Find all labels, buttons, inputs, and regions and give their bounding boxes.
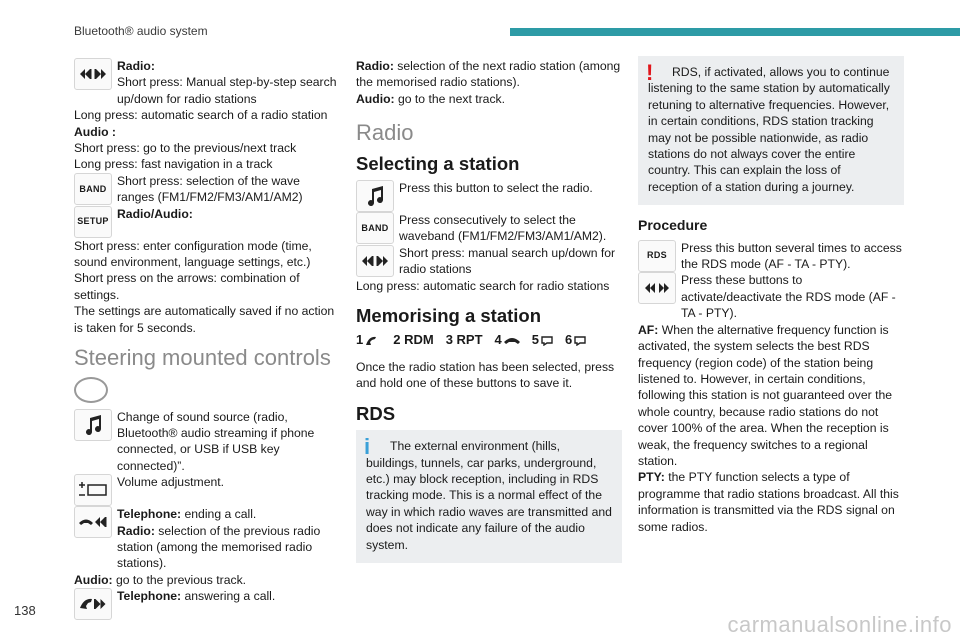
next-audio-text: go to the next track. xyxy=(394,91,506,106)
rds-arrows-text: Press these buttons to activate/deactivate the RDS mode (AF - TA - PTY). xyxy=(681,273,896,321)
skip-arrows-icon xyxy=(74,58,112,90)
search-long-text: Long press: automatic search for radio stations xyxy=(356,278,610,293)
prev-radio-text: selection of the previous radio station (among the memorised radio stations). xyxy=(117,523,321,571)
column-2 xyxy=(356,58,622,563)
skip-arrows-icon xyxy=(356,245,394,277)
info-icon: i xyxy=(364,434,371,460)
prev-audio-label: Audio: xyxy=(74,572,113,587)
column-3 xyxy=(638,52,904,535)
radio-heading: Radio xyxy=(356,120,414,146)
source-text: Change of sound source (radio, Bluetooth® audio streaming if phone connected, or USB if USB key connected)”. xyxy=(117,409,315,473)
prev-audio-text: go to the previous track. xyxy=(112,572,247,587)
rds-press-text: Press this button several times to access the RDS mode (AF - TA - PTY). xyxy=(681,240,902,272)
af-label: AF: xyxy=(638,322,659,337)
page-number: 138 xyxy=(14,603,36,618)
pty-text: the PTY function selects a type of programme that radio stations broadcast. All this information is transmitted via the RDS signal on some radios. xyxy=(638,470,899,534)
audio-long-press: Long press: fast navigation in a track xyxy=(74,157,273,172)
setup-text: Short press: enter configuration mode (time, sound environment, language settings, etc.) xyxy=(74,238,312,270)
preset-buttons xyxy=(356,332,622,348)
watermark: carmanualsonline.info xyxy=(727,612,952,637)
preset-6-icon: 6 xyxy=(565,332,586,348)
audio-short-press: Short press: go to the previous/next track xyxy=(74,141,297,156)
preset-1-icon: 1 xyxy=(356,332,381,348)
preset-5-icon: 5 xyxy=(532,332,553,348)
press-band-text: Press consecutively to select the waveband (FM1/FM2/FM3/AM1/AM2). xyxy=(399,213,607,244)
prev-radio-label: Radio: xyxy=(117,523,155,538)
radio-short-press: Short press: Manual step-by-step search up/down for radio stations xyxy=(117,75,337,106)
volume-text: Volume adjustment. xyxy=(117,475,225,490)
setup-icon: SETUP xyxy=(74,206,112,238)
tel-end-label: Telephone: xyxy=(117,507,182,522)
preset-4-icon: 4 xyxy=(495,332,520,348)
rds-heading: RDS xyxy=(356,402,396,424)
steering-wheel-icon xyxy=(74,377,108,403)
arrows-text: Short press on the arrows: combination of settings. xyxy=(74,271,300,302)
audio-label: Audio : xyxy=(74,124,116,139)
tel-end-text: ending a call. xyxy=(181,507,257,522)
header-accent-bar xyxy=(510,28,960,36)
tel-ans-text: answering a call. xyxy=(181,589,276,604)
warning-note-text: RDS, if activated, allows you to continue listening to the same station by automatically retuning to alternative frequencies. However, in certain conditions, RDS station tracking may not be possible nationwide, as radio stations do not always cover the entire country. This can explain the loss of reception of a station during a journey. xyxy=(648,65,890,194)
af-text: When the alternative frequency function is activated, the system selects the best RDS frequency (region code) of the station being listened to. However, in certain conditions, following this station is not guaranteed over the whole country, because radio stations do not cover 100% of the area. When the reception is weak, the frequency switches to a regional station. xyxy=(638,322,893,468)
warning-note xyxy=(638,56,904,205)
answer-next-icon xyxy=(74,588,112,620)
music-note-icon xyxy=(74,409,112,441)
info-note-text: The external environment (hills, buildings, tunnels, car parks, underground, etc.) may block reception, including in RDS tracking mode. This is a normal effect of the way in which radio waves are transmitted and does not indicate any failure of the audio system. xyxy=(366,439,612,552)
press-radio-text: Press this button to select the radio. xyxy=(399,181,593,196)
running-header: Bluetooth® audio system xyxy=(74,24,208,38)
procedure-heading: Procedure xyxy=(638,217,708,234)
volume-icon xyxy=(74,474,112,506)
band-text: Short press: selection of the wave ranges (FM1/FM2/FM3/AM1/AM2) xyxy=(117,173,303,205)
next-radio-label: Radio: xyxy=(356,59,394,73)
band-icon: BAND xyxy=(356,212,394,244)
rds-icon: RDS xyxy=(638,240,676,272)
radio-label: Radio: xyxy=(117,59,155,73)
selecting-heading: Selecting a station xyxy=(356,152,520,174)
setup-label: Radio/Audio: xyxy=(117,206,193,221)
hangup-prev-icon xyxy=(74,506,112,538)
memorising-heading: Memorising a station xyxy=(356,305,542,327)
search-short-text: Short press: manual search up/down for radio stations xyxy=(399,245,616,277)
saved-text: The settings are automatically saved if no action is taken for 5 seconds. xyxy=(74,304,335,335)
preset-3-icon: 3 RPT xyxy=(445,332,483,348)
steering-heading: Steering mounted controls xyxy=(74,345,331,371)
next-audio-label: Audio: xyxy=(356,91,395,106)
tel-ans-label: Telephone: xyxy=(117,589,182,604)
info-note xyxy=(356,430,622,563)
memorise-text: Once the radio station has been selected, press and hold one of these buttons to save it. xyxy=(356,359,615,391)
band-icon: BAND xyxy=(74,173,112,205)
pty-label: PTY: xyxy=(638,470,665,485)
radio-long-press: Long press: automatic search of a radio station xyxy=(74,108,328,123)
next-radio-text: selection of the next radio station (among the memorised radio stations). xyxy=(356,59,621,90)
music-note-icon xyxy=(356,180,394,212)
column-1 xyxy=(74,58,340,620)
preset-2-icon: 2 RDM xyxy=(393,332,434,348)
warning-icon: ! xyxy=(646,60,654,85)
left-right-arrows-icon xyxy=(638,272,676,304)
